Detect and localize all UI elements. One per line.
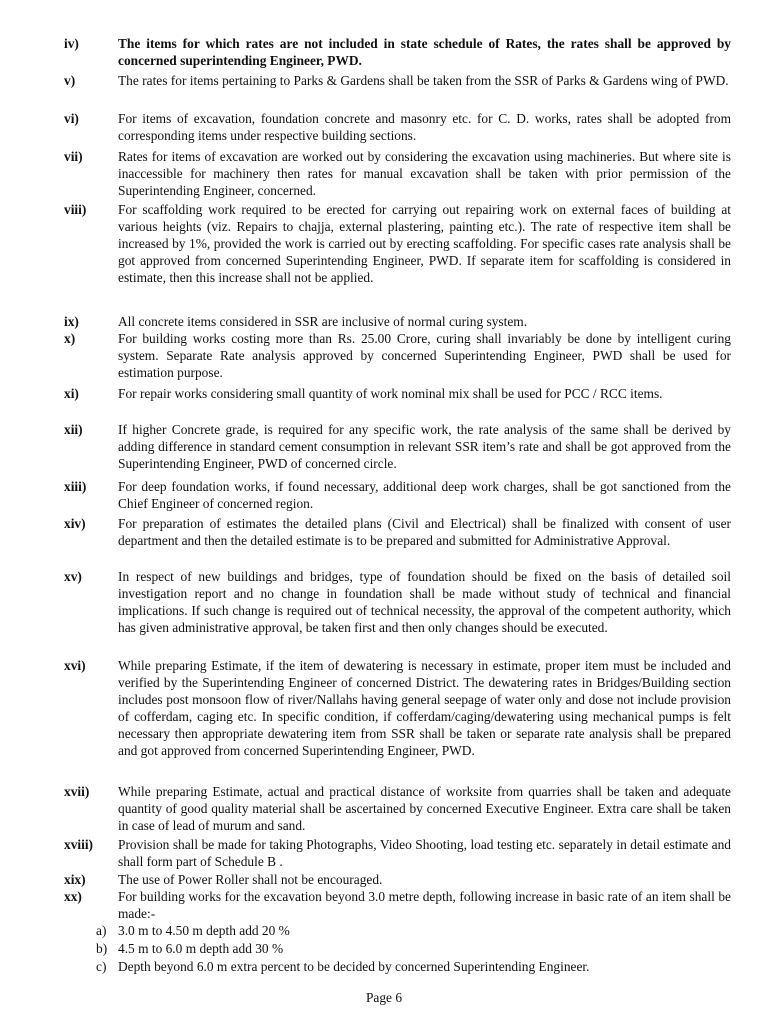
item-number: vii) [64,149,83,164]
item-text: All concrete items considered in SSR are inclusive of normal curing system. [118,314,528,329]
item-number: xx) [64,889,82,904]
sub-item-label: c) [96,959,107,974]
item-number: vi) [64,111,79,126]
item-text: For repair works considering small quantity of work nominal mix shall be used for PCC / RCC items. [118,386,663,401]
item-number: iv) [64,36,79,51]
page-number: Page 6 [365,990,403,1005]
item-number: xviii) [64,837,94,852]
item-text: For preparation of estimates the detailed plans (Civil and Electrical) shall be finalized with consent of user department and then the detailed estimate is to be prepared and submitted for Administrative Approval. [118,516,731,548]
item-number: xvii) [64,784,90,799]
item-text: The use of Power Roller shall not be encouraged. [118,872,383,887]
item-number: x) [64,331,76,346]
item-text: For building works for the excavation beyond 3.0 metre depth, following increase in basic rate of an item shall be made:- [118,889,731,921]
sub-item-text: 3.0 m to 4.50 m depth add 20 % [118,923,290,938]
item-text: Provision shall be made for taking Photographs, Video Shooting, load testing etc. separately in detail estimate and shall form part of Schedule B . [118,837,731,869]
item-number: xi) [64,386,79,401]
item-number: ix) [64,314,79,329]
item-text: For building works costing more than Rs. 25.00 Crore, curing shall invariably be done by intelligent curing system. Separate Rate analysis approved by concerned Superintending Engineer, PWD shall be used for estimation purpose. [118,331,731,380]
item-text: For deep foundation works, if found necessary, additional deep work charges, shall be got sanctioned from the Chief Engineer of concerned region. [118,479,731,511]
item-number: xvi) [64,658,86,673]
item-number: v) [64,73,76,88]
item-text: While preparing Estimate, actual and practical distance of worksite from quarries shall be taken and adequate quantity of good quality material shall be ascertained by concerned Executive Engineer. Extra care shall be taken in case of lead of murum and sand. [118,784,731,833]
item-number: xiii) [64,479,87,494]
item-text: In respect of new buildings and bridges, type of foundation should be fixed on the basis of detailed soil investigation report and no change in foundation shall be made without study of technical and financial implications. If such change is required out of technical necessity, the approval of the competent authority, which has given administrative approval, be taken first and then only changes should be executed. [118,569,731,635]
item-number: xiv) [64,516,86,531]
item-text: While preparing Estimate, if the item of dewatering is necessary in estimate, proper item must be included and verified by the Superintending Engineer of concerned District. The dewatering rates in Bridges/Building section includes post monsoon flow of river/Nallahs having general seepage of water only and dose not include provision of cofferdam, caging etc. In specific condition, if cofferdam/caging/dewatering using mechanical pumps is felt necessary then appropriate dewatering item from SSR shall be taken or separate rate analysis shall be prepared and got approved from concerned Superintending Engineer, PWD. [118,658,731,758]
sub-item-text: Depth beyond 6.0 m extra percent to be decided by concerned Superintending Engineer. [118,959,590,974]
item-text: The items for which rates are not included in state schedule of Rates, the rates shall be approved by concerned superintending Engineer, PWD. [118,36,731,68]
sub-item-label: b) [96,941,108,956]
sub-item-text: 4.5 m to 6.0 m depth add 30 % [118,941,284,956]
item-number: xii) [64,422,83,437]
item-text: If higher Concrete grade, is required for any specific work, the rate analysis of the same shall be derived by adding difference in standard cement consumption in relevant SSR item’s rate and shall be got approved from the Superintending Engineer, PWD of concerned circle. [118,422,731,471]
item-number: viii) [64,202,87,217]
item-text: For scaffolding work required to be erected for carrying out repairing work on external faces of building at various heights (viz. Repairs to chajja, external plastering, painting etc.). The rate of respective item shall be increased by 1%, provided the work is carried out by erecting scaffolding. For specific cases rate analysis shall be got approved from concerned Superintending Engineer, PWD. If separate item for scaffolding is considered in estimate, then this increase shall not be applied. [118,202,731,285]
item-number: xix) [64,872,86,887]
item-text: Rates for items of excavation are worked out by considering the excavation using machineries. But where site is inaccessible for machinery then rates for manual excavation shall be taken with prior permission of the Superintending Engineer, concerned. [118,149,731,198]
item-number: xv) [64,569,82,584]
sub-item-label: a) [96,923,107,938]
item-text: For items of excavation, foundation concrete and masonry etc. for C. D. works, rates shall be adopted from corresponding items under respective building sections. [118,111,731,143]
item-text: The rates for items pertaining to Parks & Gardens shall be taken from the SSR of Parks & Gardens wing of PWD. [118,73,729,88]
